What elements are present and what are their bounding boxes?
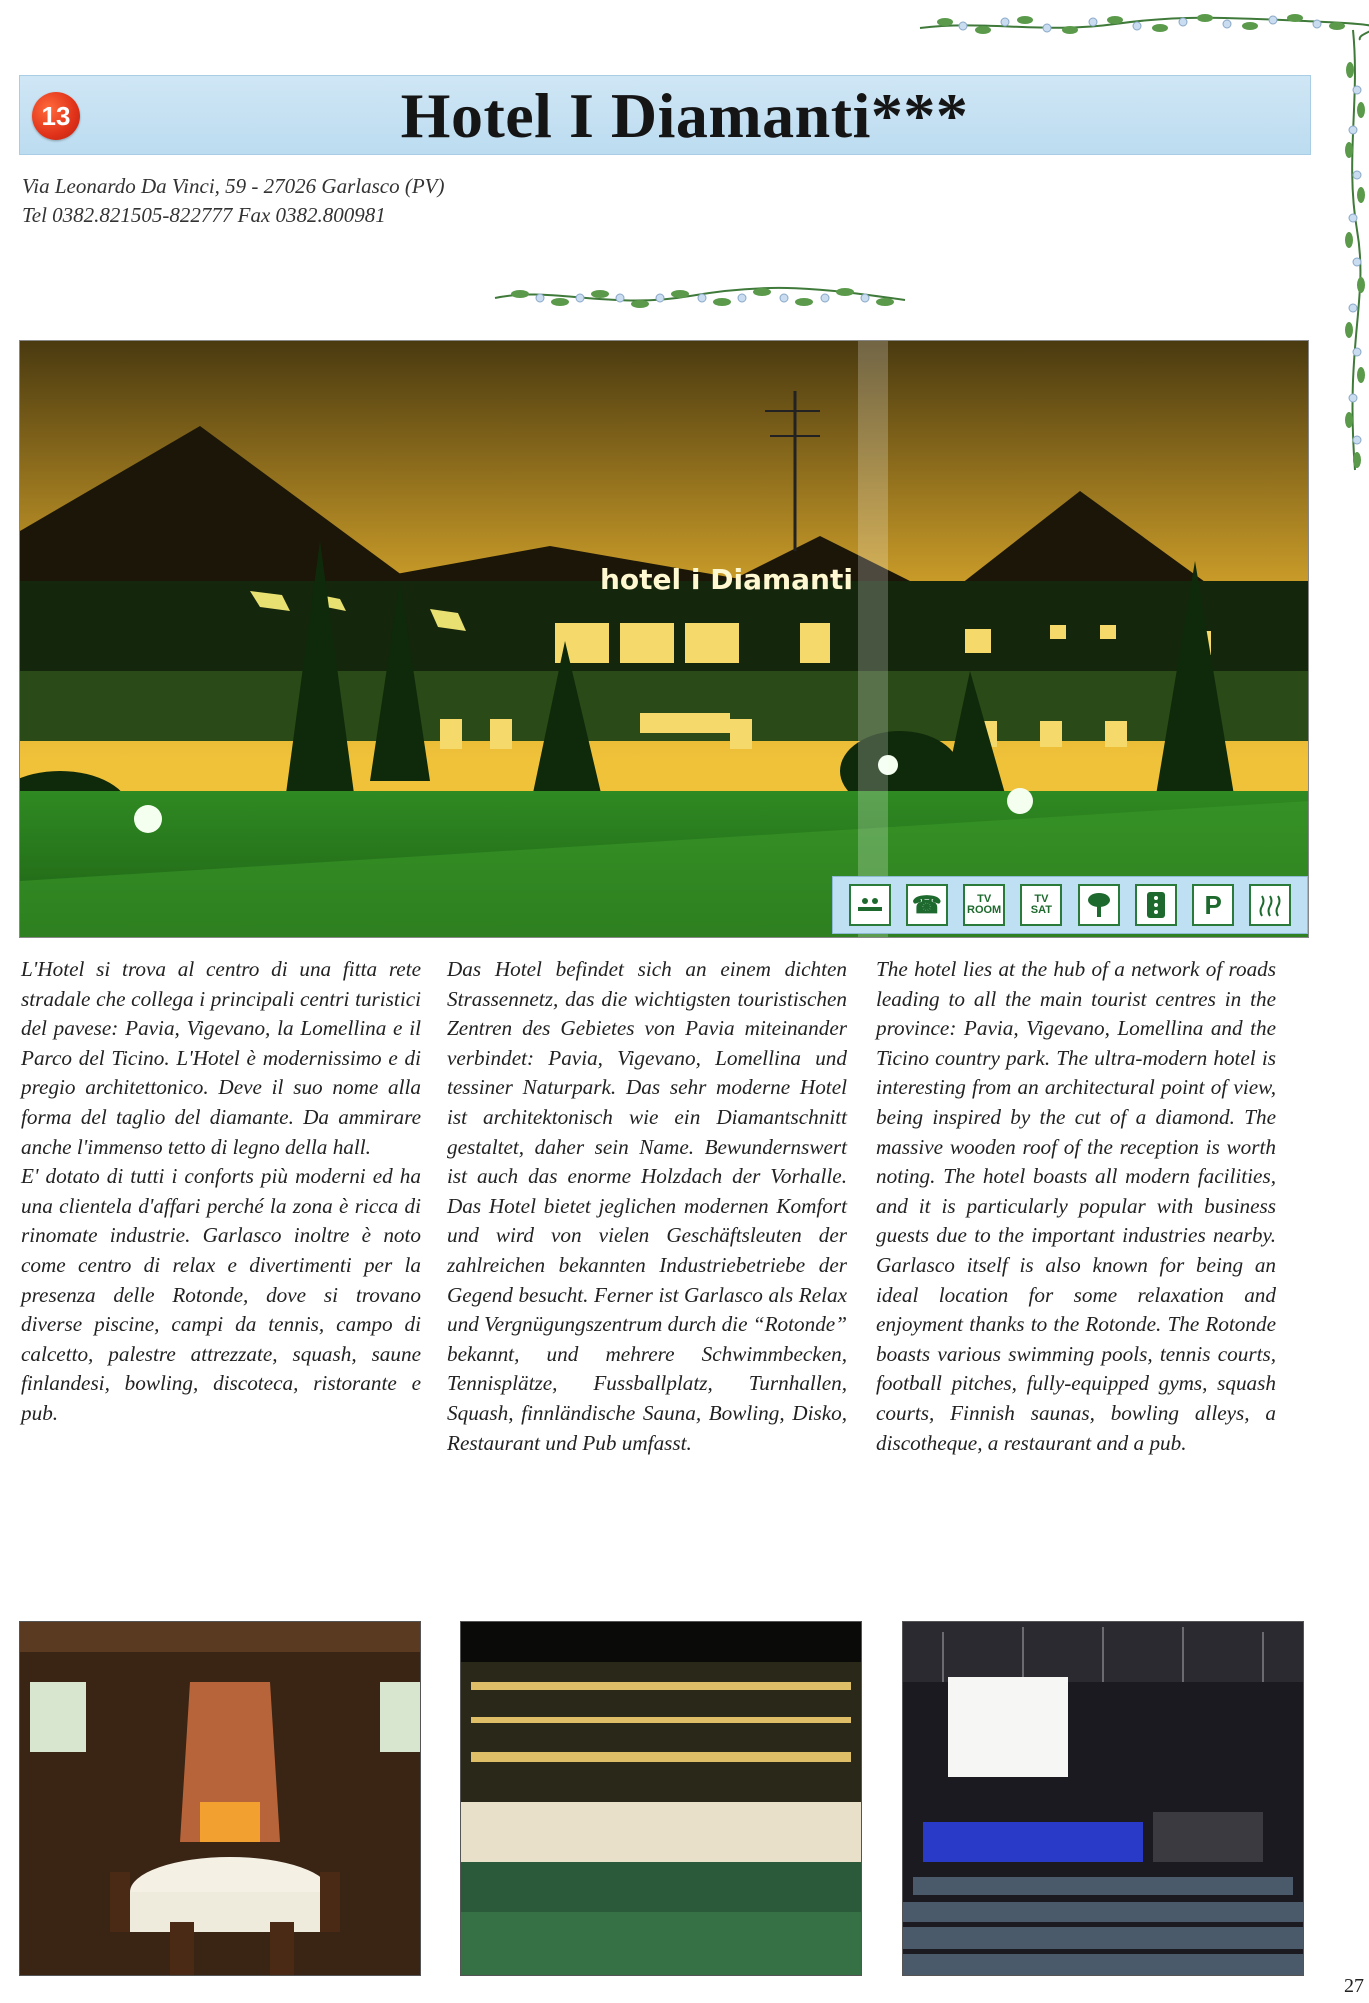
- hotel-address: [22, 172, 444, 230]
- italian-description: [21, 955, 421, 1429]
- hotel-night-photo: [19, 340, 1309, 938]
- tv-sat-icon: TV SAT: [1020, 884, 1062, 926]
- swimming-pool-photo: [460, 1621, 862, 1976]
- restaurant-icon: [1135, 884, 1177, 926]
- english-description: [876, 955, 1276, 1458]
- german-paragraph: Das Hotel befindet sich an einem dichten Strassennetz, das die wichtigsten touristischen Zentren des Gebietes von Pavia miteinander verbindet: Pavia, Vigevano, Lomellina und tessiner Naturpark. Das sehr moderne Hotel ist architektonisch wie ein Diamantschnitt gestaltet, daher sein Name. Bewundernswert ist auch das enorme Holzdach der Vorhalle. Das Hotel bietet jeglichen modernen Komfort und wird von vielen Geschäftsleuten der zahlreichen bekannten Industriebetriebe der Gegend besucht. Ferner ist Garlasco als Relax und Vergnügungszentrum durch die “Rotonde” bekannt, und mehrere Schwimmbecken, Tennisplätze, Fussballplatz, Turnhallen, Squash, finnländische Sauna, Bowling, Disko, Restaurant und Pub umfasst.: [447, 957, 847, 1455]
- italian-paragraph-2: E' dotato di tutti i conforts più moderni ed ha una clientela d'affari perché la zona è ricca di rinomate industrie. Garlasco inoltre è noto come centro di relax e divertimenti per la presenza delle Rotonde, dove si trovano diverse piscine, campi da tennis, campo di calcetto, palestre attrezzate, squash, saune finlandesi, bowling, discoteca, ristorante e pub.: [21, 1164, 421, 1425]
- heating-icon: [1249, 884, 1291, 926]
- floral-divider-decoration: [490, 278, 910, 318]
- conference-hall-photo: [902, 1621, 1304, 1976]
- conference-icon: [849, 884, 891, 926]
- hotel-sign-text: hotel i Diamanti: [600, 563, 853, 596]
- garden-tree-icon: [1078, 884, 1120, 926]
- page-number: 27: [1344, 1975, 1364, 1997]
- amenities-icon-strip: [832, 876, 1308, 934]
- italian-paragraph-1: L'Hotel si trova al centro di una fitta rete stradale che collega i principali centri turistici del pavese: Pavia, Vigevano, la Lomellina e il Parco del Ticino. L'Hotel è modernissimo e di pregio architettonico. Deve il suo nome alla forma del taglio del diamante. Da ammirare anche l'immenso tetto di legno della hall.: [21, 957, 421, 1159]
- restaurant-fireplace-photo: [19, 1621, 421, 1976]
- address-line: Via Leonardo Da Vinci, 59 - 27026 Garlasco (PV): [22, 174, 445, 198]
- tv-room-icon: TV ROOM: [963, 884, 1005, 926]
- german-description: [447, 955, 847, 1458]
- english-paragraph: The hotel lies at the hub of a network of roads leading to all the main tourist centres in the province: Pavia, Vigevano, Lomellina and the Ticino country park. The ultra-modern hotel is interesting from an architectural point of view, being inspired by the cut of a diamond. The massive wooden roof of the reception is worth noting. The hotel boasts all modern facilities, and it is particularly popular with business guests due to the important industries nearby. Garlasco itself is also known for being an ideal location for some relaxation and enjoyment thanks to the Rotonde. The Rotonde boasts various swimming pools, tennis courts, football pitches, fully-equipped gyms, squash courts, Finnish saunas, bowling alleys, a discotheque, a restaurant and a pub.: [876, 957, 1276, 1455]
- hotel-title: Hotel I Diamanti***: [400, 80, 969, 151]
- parking-icon: P: [1192, 884, 1234, 926]
- telephone-icon: ☎: [906, 884, 948, 926]
- phone-fax-line: Tel 0382.821505-822777 Fax 0382.800981: [22, 203, 386, 227]
- hotel-number-badge: 13: [32, 92, 80, 140]
